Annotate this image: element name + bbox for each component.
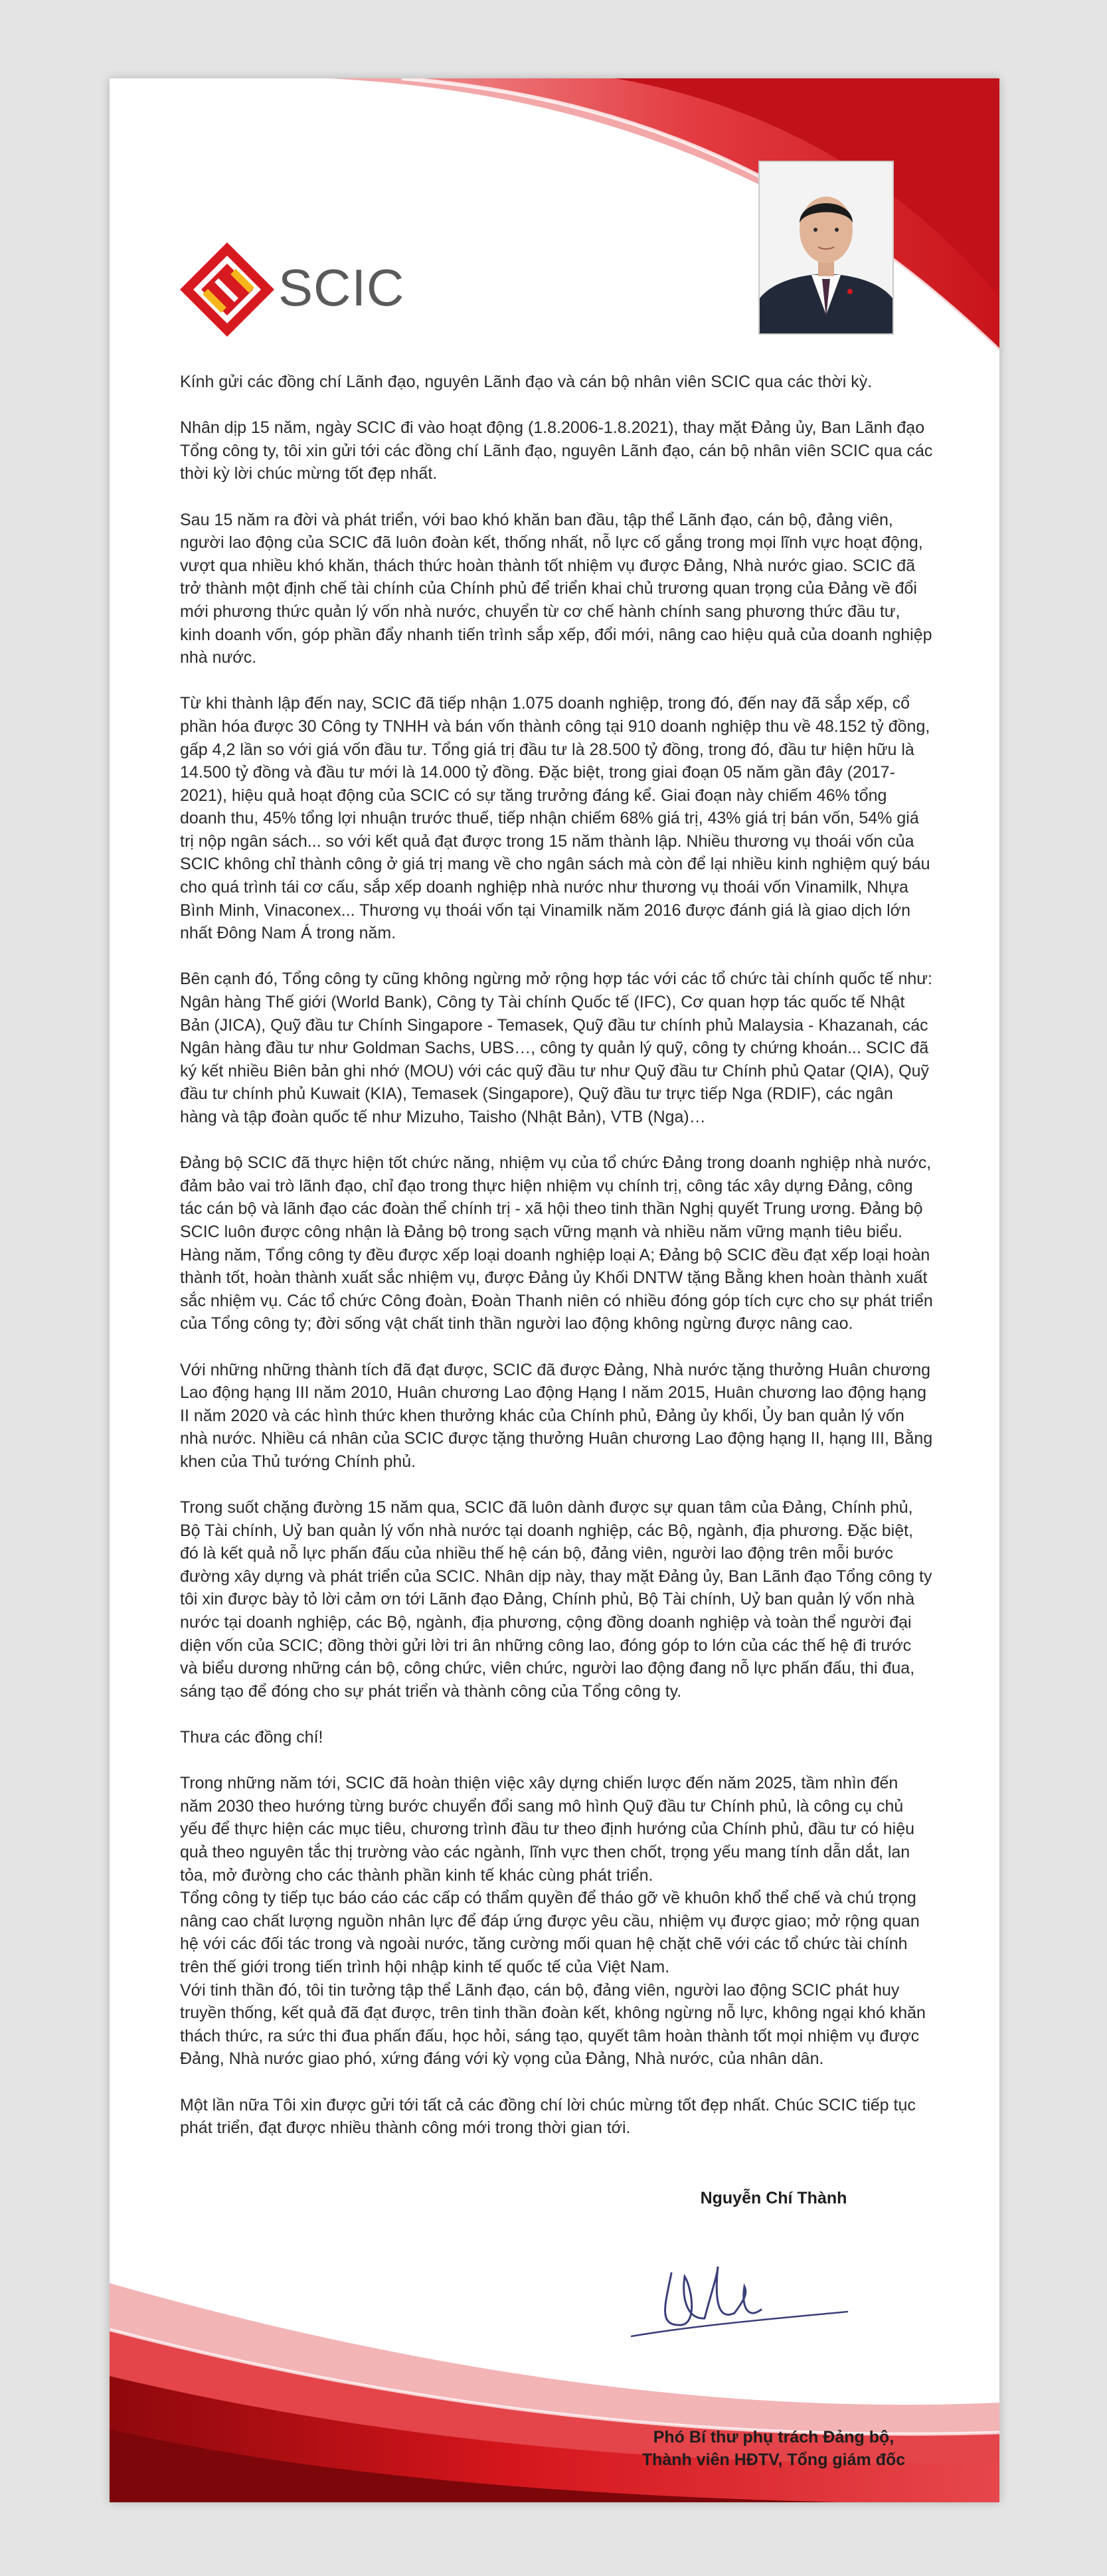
paragraph: Đảng bộ SCIC đã thực hiện tốt chức năng, nhiệm vụ của tổ chức Đảng trong doanh nghiệp nhà nước, đảm bảo vai trò lãnh đạo, chỉ đạo trong thực hiện nhiệm vụ chính trị, công tác xây dựng Đảng, công tác cán bộ và lãnh đạo các đoàn thể chính trị - xã hội theo tinh thần Nghị quyết Trung ương. Đảng bộ SCIC luôn được công nhận là Đảng bộ trong sạch vững mạnh và nhiều năm vững mạnh tiêu biểu. Hàng năm, Tổng công ty đều được xếp loại doanh nghiệp loại A; Đảng bộ SCIC đều đạt xếp loại hoàn thành tốt, hoàn thành xuất sắc nhiệm vụ, được Đảng ủy Khối DNTW tặng Bằng khen hoàn thành xuất sắc nhiệm vụ. Các tổ chức Công đoàn, Đoàn Thanh niên có nhiều đóng góp tích cực cho sự phát triển của Tổng công ty; đời sống vật chất tinh thần người lao động không ngừng được nâng cao. [180, 1154, 933, 1333]
address-line: Thưa các đồng chí! [180, 1728, 323, 1747]
signer-title-line: Thành viên HĐTV, Tổng giám đốc [641, 2450, 906, 2469]
paragraph: Tổng công ty tiếp tục báo cáo các cấp có thẩm quyền để tháo gỡ về khuôn khổ thể chế và chú trọng nâng cao chất lượng nguồn nhân lực để đáp ứng được yêu cầu, nhiệm vụ được giao; mở rộng quan hệ với các đối tác trong và ngoài nước, tăng cường mối quan hệ chặt chẽ với các tổ chức tài chính trên thế giới trong tiến trình hội nhập kinh tế quốc tế của Việt Nam. [180, 1889, 920, 1976]
closing-paragraph: Một lần nữa Tôi xin được gửi tới tất cả các đồng chí lời chúc mừng tốt đẹp nhất. Chúc SCIC tiếp tục phát triển, đạt được nhiều thành công mới trong thời gian tới. [180, 2095, 916, 2138]
letter-page [110, 78, 999, 2502]
paragraph: Với những những thành tích đã đạt được, SCIC đã được Đảng, Nhà nước tặng thưởng Huân chương Lao động hạng III năm 2010, Huân chương Lao động Hạng I năm 2015, Huân chương lao động hạng II năm 2020 và các hình thức khen thưởng khác của Chính phủ, Đảng ủy khối, Ủy ban quản lý vốn nhà nước. Nhiều cá nhân của SCIC được tặng thưởng Huân chương Lao động hạng II, hạng III, Bằng khen của Thủ tướng Chính phủ. [180, 1360, 933, 1471]
paragraph: Trong suốt chặng đường 15 năm qua, SCIC đã luôn dành được sự quan tâm của Đảng, Chính phủ, Bộ Tài chính, Uỷ ban quản lý vốn nhà nước tại doanh nghiệp, các Bộ, ngành, địa phương. Đặc biệt, đó là kết quả nỗ lực phấn đấu của nhiều thế hệ cán bộ, đảng viên, người lao động trên mỗi bước đường xây dựng và phát triển của SCIC. Nhân dịp này, thay mặt Đảng ủy, Ban Lãnh đạo Tổng công ty tôi xin được bày tỏ lời cảm ơn tới Lãnh đạo Đảng, Chính phủ, Bộ Tài chính, Uỷ ban quản lý vốn nhà nước tại doanh nghiệp, các Bộ, ngành, địa phương, cộng đồng doanh nghiệp và toàn thể người đại diện vốn của SCIC; đồng thời gửi lời tri ân những công lao, đóng góp to lớn của các thế hệ đi trước và biểu dương những cán bộ, công chức, viên chức, người lao động đang nỗ lực phấn đấu, thi đua, sáng tạo để đóng cho sự phát triển và thành công của Tổng công ty. [180, 1498, 932, 1701]
portrait-photo-icon [760, 162, 893, 333]
signature-block [614, 2187, 933, 2469]
paragraph: Với tinh thần đó, tôi tin tưởng tập thể Lãnh đạo, cán bộ, đảng viên, người lao động SCIC phát huy truyền thống, kết quả đã đạt được, trên tinh thần đoàn kết, không ngừng nỗ lực, không ngại khó khăn thách thức, ra sức thi đua phấn đấu, học hỏi, sáng tạo, quyết tâm hoàn thành tốt mọi nhiệm vụ được Đảng, Nhà nước giao phó, xứng đáng với kỳ vọng của Đảng, Nhà nước, của nhân dân. [180, 1980, 926, 2069]
paragraph: Trong những năm tới, SCIC đã hoàn thiện việc xây dựng chiến lược đến năm 2025, tầm nhìn đến năm 2030 theo hướng từng bước chuyển đổi sang mô hình Quỹ đầu tư Chính phủ, là công cụ chủ yếu để thực hiện các mục tiêu, chương trình đầu tư theo định hướng của Chính phủ, đầu tư có hiệu quả theo nguyên tắc thị trường vào các ngành, lĩnh vực then chốt, trọng yếu mang tính dẫn dắt, lan tỏa, mở đường cho các thành phần kinh tế khác cùng phát triển. [180, 1774, 915, 1885]
signer-title [614, 2426, 933, 2471]
scic-logo-text: SCIC [278, 258, 405, 317]
director-portrait [758, 161, 894, 335]
signer-title-line: Phó Bí thư phụ trách Đảng bộ, [653, 2428, 894, 2447]
paragraph: Từ khi thành lập đến nay, SCIC đã tiếp nhận 1.075 doanh nghiệp, trong đó, đến nay đã sắp xếp, cổ phần hóa được 30 Công ty TNHH và bán vốn thành công tại 910 doanh nghiệp thu về 48.152 tỷ đồng, gấp 4,2 lần so với giá vốn đầu tư. Tổng giá trị đầu tư là 28.500 tỷ đồng, trong đó, đầu tư hiện hữu là 14.500 tỷ đồng và đầu tư mới là 14.000 tỷ đồng. Đặc biệt, trong giai đoạn 05 năm gần đây (2017-2021), hiệu quả hoạt động của SCIC có sự tăng trưởng đáng kể. Giai đoạn này chiếm 46% tổng doanh thu, 45% tổng lợi nhuận trước thuế, tiếp nhận chiếm 68% giá trị, 43% giá trị bán vốn, 54% giá trị nộp ngân sách... so với kết quả đạt được trong 15 năm thành lập. Nhiều thương vụ thoái vốn của SCIC không chỉ thành công ở giá trị mang về cho ngân sách mà còn để lại nhiều kinh nghiệm quý báu cho quá trình tái cơ cấu, sắp xếp doanh nghiệp nhà nước như thương vụ thoái vốn Vinamilk, Nhựa Bình Minh, Vinaconex... Thương vụ thoái vốn tại Vinamilk năm 2016 được đánh giá là giao dịch lớn nhất Đông Nam Á trong năm. [180, 694, 930, 943]
paragraph: Nhân dịp 15 năm, ngày SCIC đi vào hoạt động (1.8.2006-1.8.2021), thay mặt Đảng ủy, Ban Lãnh đạo Tổng công ty, tôi xin gửi tới các đồng chí Lãnh đạo, nguyên Lãnh đạo, cán bộ nhân viên SCIC qua các thời kỳ lời chúc mừng tốt đẹp nhất. [180, 418, 933, 483]
paragraph: Sau 15 năm ra đời và phát triển, với bao khó khăn ban đầu, tập thể Lãnh đạo, cán bộ, đảng viên, người lao động của SCIC đã luôn đoàn kết, thống nhất, nỗ lực cố gắng trong mọi lĩnh vực hoạt động, vượt qua nhiều khó khăn, thách thức hoàn thành tốt nhiệm vụ được Đảng, Nhà nước giao. SCIC đã trở thành một định chế tài chính của Chính phủ để triển khai chủ trương quan trọng của Đảng về đổi mới phương thức quản lý vốn nhà nước, chuyển từ cơ chế hành chính sang phương thức đầu tư, kinh doanh vốn, góp phần đẩy nhanh tiến trình sắp xếp, đổi mới, nâng cao hiệu quả của doanh nghiệp nhà nước. [180, 510, 932, 667]
scic-logo-mark-icon [177, 240, 277, 339]
letter-body [180, 371, 933, 2162]
salutation: Kính gửi các đồng chí Lãnh đạo, nguyên Lãnh đạo và cán bộ nhân viên SCIC qua các thời kỳ. [180, 373, 873, 391]
handwritten-signature-icon [618, 2247, 857, 2346]
scic-logo [177, 240, 405, 339]
paragraph: Bên cạnh đó, Tổng công ty cũng không ngừng mở rộng hợp tác với các tổ chức tài chính quốc tế như: Ngân hàng Thế giới (World Bank), Công ty Tài chính Quốc tế (IFC), Cơ quan hợp tác quốc tế Nhật Bản (JICA), Quỹ đầu tư Chính Singapore - Temasek, Quỹ đầu tư chính phủ Malaysia - Khazanah, các Ngân hàng đầu tư như Goldman Sachs, UBS…, công ty quản lý quỹ, công ty chứng khoán... SCIC đã ký kết nhiều Biên bản ghi nhớ (MOU) với các quỹ đầu tư như Quỹ đầu tư Chính phủ Qatar (QIA), Quỹ đầu tư chính phủ Kuwait (KIA), Temasek (Singapore), Quỹ đầu tư trực tiếp Nga (RDIF), các ngân hàng và tập đoàn quốc tế như Mizuho, Taisho (Nhật Bản), VTB (Nga)… [180, 970, 932, 1126]
signer-name: Nguyễn Chí Thành [700, 2189, 847, 2207]
